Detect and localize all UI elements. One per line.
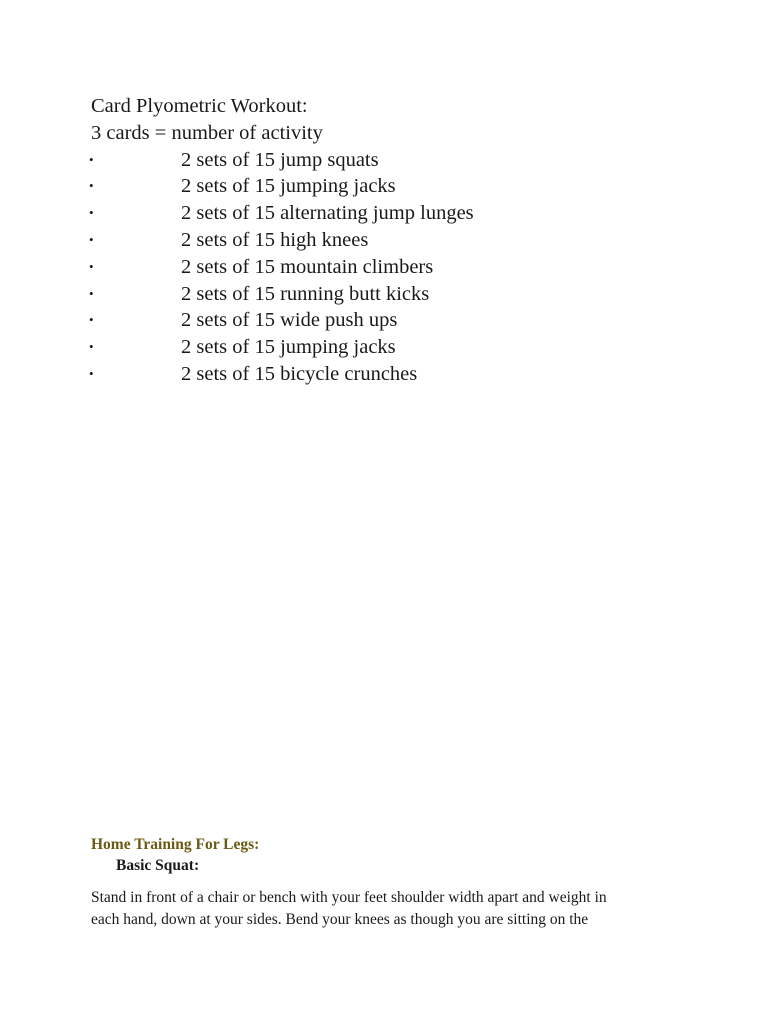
list-item (91, 254, 711, 281)
bullet: • (89, 231, 94, 247)
workout-list (91, 147, 711, 388)
list-item (91, 173, 711, 200)
section-heading: Home Training For Legs: (91, 836, 260, 853)
bullet: • (89, 151, 94, 167)
bullet: • (89, 205, 94, 221)
exercise-description (91, 887, 711, 930)
paragraph-line: Stand in front of a chair or bench with your feet shoulder width apart and weight in (91, 889, 607, 906)
list-item-text: 2 sets of 15 alternating jump lunges (181, 202, 474, 225)
bullet: • (89, 365, 94, 381)
list-item-text: 2 sets of 15 bicycle crunches (181, 362, 418, 385)
bullet: • (89, 285, 94, 301)
list-item-text: 2 sets of 15 jumping jacks (181, 175, 396, 198)
list-item (91, 307, 711, 334)
list-item (91, 200, 711, 227)
list-item (91, 227, 711, 254)
list-item (91, 334, 711, 361)
bullet: • (89, 178, 94, 194)
list-item-text: 2 sets of 15 running butt kicks (181, 282, 430, 305)
list-item (91, 147, 711, 174)
list-item-text: 2 sets of 15 jump squats (181, 148, 379, 171)
list-item (91, 361, 711, 388)
workout-subtitle: 3 cards = number of activity (91, 121, 323, 144)
list-item-text: 2 sets of 15 high knees (181, 228, 369, 251)
bullet: • (89, 339, 94, 355)
home-training-section (91, 835, 711, 930)
paragraph-line: each hand, down at your sides. Bend your knees as though you are sitting on the (91, 910, 589, 928)
list-item (91, 281, 711, 308)
list-item-text: 2 sets of 15 jumping jacks (181, 336, 396, 359)
bullet: • (89, 258, 94, 274)
list-item-text: 2 sets of 15 wide push ups (181, 309, 398, 332)
list-item-text: 2 sets of 15 mountain climbers (181, 255, 434, 278)
bullet: • (89, 312, 94, 328)
workout-section (91, 93, 711, 388)
exercise-heading: Basic Squat: (116, 857, 200, 874)
workout-title: Card Plyometric Workout: (91, 95, 308, 117)
